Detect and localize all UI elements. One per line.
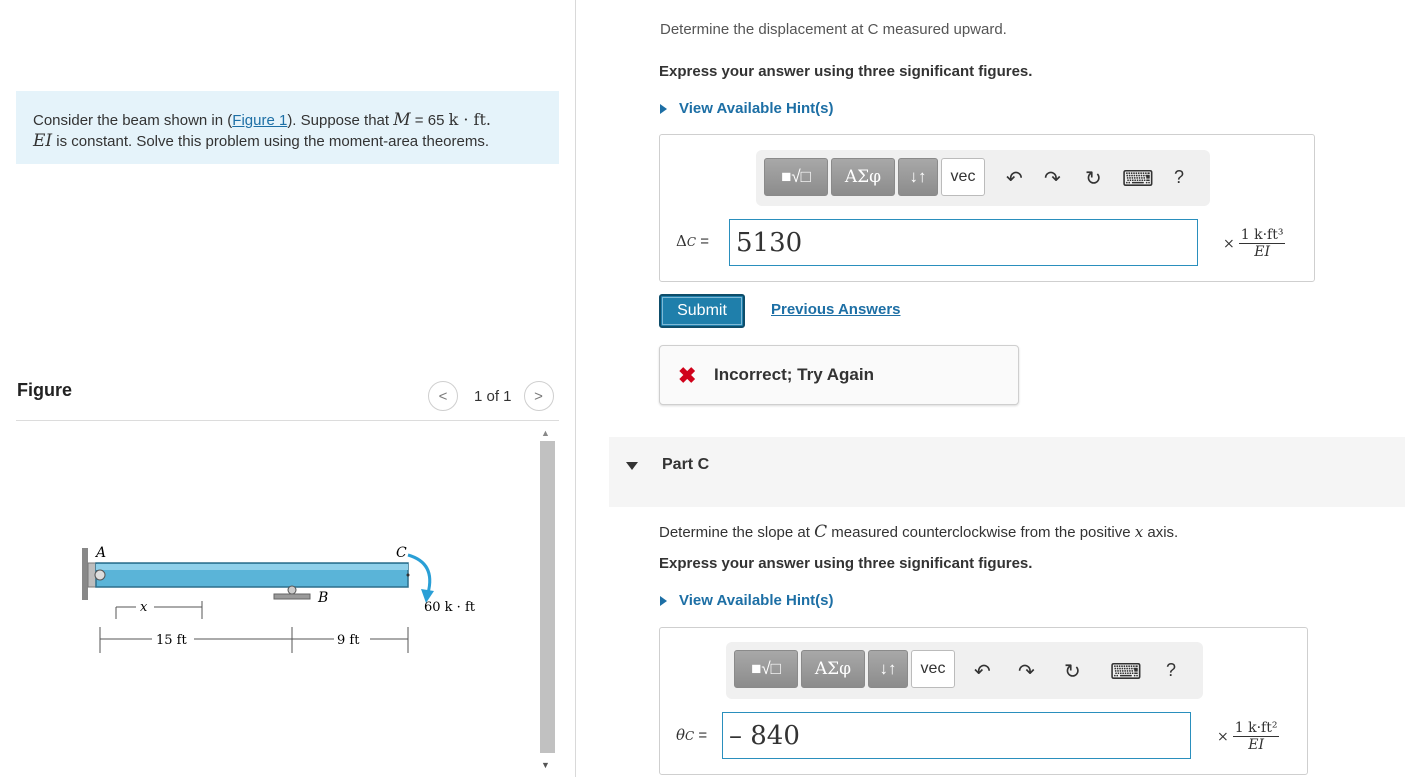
- var-subscript: C: [686, 235, 697, 249]
- greek-icon: ΑΣφ: [844, 167, 882, 187]
- sig-figs-instruction-c: Express your answer using three significant figures.: [659, 555, 1033, 572]
- question-text: Determine the slope at: [659, 524, 815, 541]
- roller-base: [274, 594, 310, 599]
- ei-symbol: EI: [33, 131, 53, 151]
- var-label-b: [676, 232, 709, 250]
- equals-sign: =: [698, 727, 708, 744]
- redo-icon[interactable]: ↷: [1018, 661, 1035, 683]
- hint-toggle-b[interactable]: [660, 100, 834, 117]
- question-text: axis.: [1143, 524, 1179, 541]
- cut-off-instruction: [660, 21, 1040, 41]
- figure-title: Figure: [17, 380, 73, 400]
- triangle-right-icon: [660, 104, 667, 114]
- arrows-button[interactable]: [898, 158, 938, 196]
- redo-icon[interactable]: ↷: [1044, 168, 1061, 190]
- hint-label-b: View Available Hint(s): [679, 100, 834, 117]
- figure-scrollbar[interactable]: [540, 441, 555, 753]
- answer-input-b[interactable]: 5130: [729, 219, 1198, 266]
- incorrect-x-icon: ✖: [678, 363, 697, 388]
- templates-icon: ■√□: [751, 659, 781, 678]
- part-c-question: [659, 522, 1178, 542]
- greek-button[interactable]: [801, 650, 865, 688]
- prev-figure-button[interactable]: [428, 381, 458, 411]
- vec-button[interactable]: [911, 650, 955, 688]
- label-a: A: [96, 545, 107, 561]
- figure-pager: [428, 381, 554, 411]
- question-text: measured counterclockwise from the positive: [827, 524, 1135, 541]
- figure-divider: [16, 420, 559, 421]
- vec-label: vec: [950, 168, 976, 185]
- arrows-icon: ↓↑: [909, 167, 927, 186]
- moment-unit: k · ft.: [448, 110, 491, 129]
- moment-arrow: [408, 555, 430, 593]
- chevron-right-icon: >: [534, 387, 543, 405]
- hint-label-c: View Available Hint(s): [679, 592, 834, 609]
- problem-text-part: ). Suppose that: [287, 112, 394, 129]
- math-toolbar-b: [756, 150, 1210, 206]
- templates-button[interactable]: [734, 650, 798, 688]
- answer-box-c: [659, 627, 1308, 775]
- theta-symbol: θ: [676, 726, 686, 744]
- templates-icon: ■√□: [781, 167, 811, 186]
- problem-statement-box: [16, 91, 559, 164]
- problem-text: [33, 110, 553, 152]
- equals-sign: =: [700, 233, 709, 250]
- vec-label: vec: [920, 660, 946, 677]
- label-dim-9ft: 9 ft: [337, 633, 360, 648]
- greek-button[interactable]: [831, 158, 895, 196]
- previous-answers-link[interactable]: Previous Answers: [771, 301, 901, 318]
- panel-divider: [575, 0, 576, 777]
- label-c: C: [396, 545, 407, 561]
- answer-input-c[interactable]: – 840: [722, 712, 1191, 759]
- triangle-right-icon: [660, 596, 667, 606]
- part-c-title[interactable]: Part C: [662, 456, 710, 473]
- sig-figs-instruction-b: Express your answer using three significant figures.: [659, 63, 1033, 80]
- scroll-up-arrow[interactable]: ▲: [541, 428, 550, 438]
- roller-b: [288, 586, 296, 594]
- undo-icon[interactable]: ↶: [974, 661, 991, 683]
- question-symbol-c: C: [814, 522, 828, 542]
- pin-a: [95, 570, 105, 580]
- units-b: [1223, 227, 1285, 260]
- chevron-left-icon: <: [438, 387, 448, 405]
- fixed-wall: [82, 548, 88, 600]
- cut-off-text: Determine the displacement at C measured upward.: [660, 21, 1007, 38]
- beam-figure: [70, 535, 490, 665]
- reset-icon[interactable]: ↻: [1085, 168, 1102, 190]
- label-b: B: [318, 590, 329, 606]
- keyboard-icon[interactable]: ⌨: [1122, 166, 1154, 191]
- label-dim-15ft: 15 ft: [156, 633, 187, 648]
- hint-toggle-c[interactable]: [660, 592, 834, 609]
- beam-highlight: [96, 564, 408, 570]
- problem-text-part: Consider the beam shown in (: [33, 112, 233, 129]
- delta-symbol: Δ: [676, 232, 687, 250]
- part-c-header[interactable]: [609, 437, 1405, 507]
- label-moment: 60 k · ft: [424, 600, 475, 615]
- arrows-icon: ↓↑: [879, 659, 897, 678]
- moment-value: = 65: [410, 112, 449, 129]
- greek-icon: ΑΣφ: [814, 659, 852, 679]
- units-numerator: 1 k·ft²: [1234, 720, 1278, 736]
- times-sign: ×: [1223, 235, 1235, 252]
- label-x: x: [140, 600, 148, 615]
- pager-text: 1 of 1: [474, 387, 512, 405]
- keyboard-icon[interactable]: ⌨: [1110, 659, 1142, 684]
- moment-symbol: M: [393, 110, 411, 130]
- units-denominator: EI: [1254, 244, 1270, 260]
- help-icon[interactable]: ?: [1174, 167, 1185, 187]
- math-toolbar-c: [726, 642, 1203, 699]
- question-symbol-x: x: [1134, 523, 1144, 541]
- feedback-box: [659, 345, 1019, 405]
- templates-button[interactable]: [764, 158, 828, 196]
- next-figure-button[interactable]: [524, 381, 554, 411]
- units-numerator: 1 k·ft³: [1240, 227, 1284, 243]
- answer-box-b: [659, 134, 1315, 282]
- units-c: [1217, 720, 1279, 753]
- feedback-text: Incorrect; Try Again: [714, 365, 874, 384]
- point-c: [407, 574, 410, 577]
- units-denominator: EI: [1248, 737, 1264, 753]
- help-icon[interactable]: ?: [1166, 660, 1177, 680]
- collapse-triangle-icon[interactable]: [626, 462, 638, 470]
- figure-link[interactable]: Figure 1: [232, 112, 288, 129]
- times-sign: ×: [1217, 728, 1229, 745]
- scroll-down-arrow[interactable]: ▼: [541, 760, 550, 770]
- problem-text-part: is constant. Solve this problem using the moment-area theorems.: [52, 133, 489, 150]
- arrows-button[interactable]: [868, 650, 908, 688]
- vec-button[interactable]: [941, 158, 985, 196]
- undo-icon[interactable]: ↶: [1006, 168, 1023, 190]
- reset-icon[interactable]: ↻: [1064, 661, 1081, 683]
- submit-button[interactable]: Submit: [659, 294, 745, 328]
- var-subscript: C: [685, 729, 695, 743]
- var-label-c: [676, 726, 707, 744]
